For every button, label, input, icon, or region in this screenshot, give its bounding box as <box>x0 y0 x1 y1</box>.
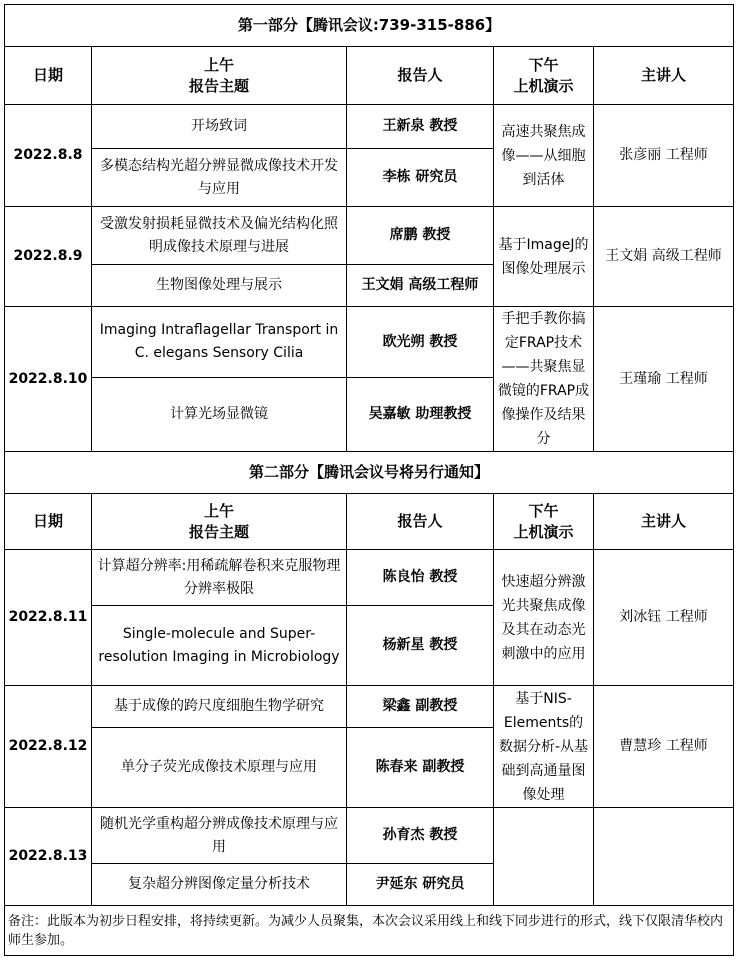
header-row <box>5 47 734 105</box>
header-date: 日期 <box>5 494 92 550</box>
header-demo: 上机演示 <box>513 76 574 95</box>
lecturer-cell: 曹慧珍 工程师 <box>594 686 734 808</box>
topic-cell: 复杂超分辨图像定量分析技术 <box>92 864 347 906</box>
lecturer-cell: 刘冰钰 工程师 <box>594 550 734 686</box>
part1-title: 第一部分【腾讯会议:739-315-886】 <box>5 5 734 47</box>
table-row <box>5 307 734 378</box>
schedule-table <box>4 4 734 956</box>
topic-cell: 计算超分辨率:用稀疏解卷积来克服物理分辨率极限 <box>92 550 347 606</box>
date-cell: 2022.8.8 <box>5 105 92 207</box>
header-morning: 上午 <box>203 55 234 74</box>
header-row <box>5 494 734 550</box>
topic-cell: 开场致词 <box>92 105 347 149</box>
speaker-cell: 王文娟 高级工程师 <box>347 265 494 307</box>
speaker-cell: 欧光朔 教授 <box>347 307 494 378</box>
topic-cell: 基于成像的跨尺度细胞生物学研究 <box>92 686 347 728</box>
header-lecturer: 主讲人 <box>594 494 734 550</box>
header-speaker: 报告人 <box>347 494 494 550</box>
topic-cell: Single-molecule and Super-resolution Imaging in Microbiology <box>92 606 347 686</box>
topic-cell: 多模态结构光超分辨显微成像技术开发与应用 <box>92 149 347 207</box>
speaker-cell: 陈良怡 教授 <box>347 550 494 606</box>
demo-cell: 基于ImageJ的图像处理展示 <box>494 207 594 307</box>
lecturer-cell: 张彦丽 工程师 <box>594 105 734 207</box>
date-cell: 2022.8.9 <box>5 207 92 307</box>
header-speaker: 报告人 <box>347 47 494 105</box>
topic-cell: 单分子荧光成像技术原理与应用 <box>92 728 347 808</box>
header-demo: 上机演示 <box>513 522 574 541</box>
note-row <box>5 906 734 956</box>
note-text: 备注：此版本为初步日程安排，将持续更新。为减少人员聚集，本次会议采用线上和线下同步进行的形式，线下仅限清华校内师生参加。 <box>5 906 734 956</box>
topic-cell: Imaging Intraflagellar Transport in C. elegans Sensory Cilia <box>92 307 347 378</box>
header-morning: 上午 <box>203 501 234 520</box>
table-row <box>5 207 734 265</box>
speaker-cell: 吴嘉敏 助理教授 <box>347 378 494 452</box>
part2-title: 第二部分【腾讯会议号将另行通知】 <box>5 452 734 494</box>
lecturer-cell: 王文娟 高级工程师 <box>594 207 734 307</box>
section-title-row <box>5 452 734 494</box>
header-afternoon: 下午 <box>528 55 559 74</box>
topic-cell: 计算光场显微镜 <box>92 378 347 452</box>
header-date: 日期 <box>5 47 92 105</box>
date-cell: 2022.8.11 <box>5 550 92 686</box>
lecturer-cell: 王瑾瑜 工程师 <box>594 307 734 452</box>
table-row <box>5 550 734 606</box>
header-afternoon-demo <box>494 47 594 105</box>
date-cell: 2022.8.13 <box>5 808 92 906</box>
demo-cell: 高速共聚焦成像——从细胞到活体 <box>494 105 594 207</box>
demo-cell: 手把手教你搞定FRAP技术——共聚焦显微镜的FRAP成像操作及结果分 <box>494 307 594 452</box>
topic-cell: 随机光学重构超分辨成像技术原理与应用 <box>92 808 347 864</box>
header-topic: 报告主题 <box>188 76 249 95</box>
header-afternoon: 下午 <box>528 501 559 520</box>
header-topic: 报告主题 <box>188 522 249 541</box>
section-title-row <box>5 5 734 47</box>
table-row <box>5 105 734 149</box>
date-cell: 2022.8.12 <box>5 686 92 808</box>
header-morning-topic <box>92 47 347 105</box>
topic-cell: 生物图像处理与展示 <box>92 265 347 307</box>
header-afternoon-demo <box>494 494 594 550</box>
table-row <box>5 686 734 728</box>
header-lecturer: 主讲人 <box>594 47 734 105</box>
speaker-cell: 梁鑫 副教授 <box>347 686 494 728</box>
header-morning-topic <box>92 494 347 550</box>
speaker-cell: 孙育杰 教授 <box>347 808 494 864</box>
demo-cell: 快速超分辨激光共聚焦成像及其在动态光刺激中的应用 <box>494 550 594 686</box>
speaker-cell: 陈春来 副教授 <box>347 728 494 808</box>
speaker-cell: 席鹏 教授 <box>347 207 494 265</box>
speaker-cell: 王新泉 教授 <box>347 105 494 149</box>
demo-cell: 基于NIS-Elements的数据分析-从基础到高通量图像处理 <box>494 686 594 808</box>
lecturer-cell <box>594 808 734 906</box>
speaker-cell: 李栋 研究员 <box>347 149 494 207</box>
table-row <box>5 808 734 864</box>
speaker-cell: 杨新星 教授 <box>347 606 494 686</box>
date-cell: 2022.8.10 <box>5 307 92 452</box>
topic-cell: 受激发射损耗显微技术及偏光结构化照明成像技术原理与进展 <box>92 207 347 265</box>
speaker-cell: 尹延东 研究员 <box>347 864 494 906</box>
demo-cell <box>494 808 594 906</box>
